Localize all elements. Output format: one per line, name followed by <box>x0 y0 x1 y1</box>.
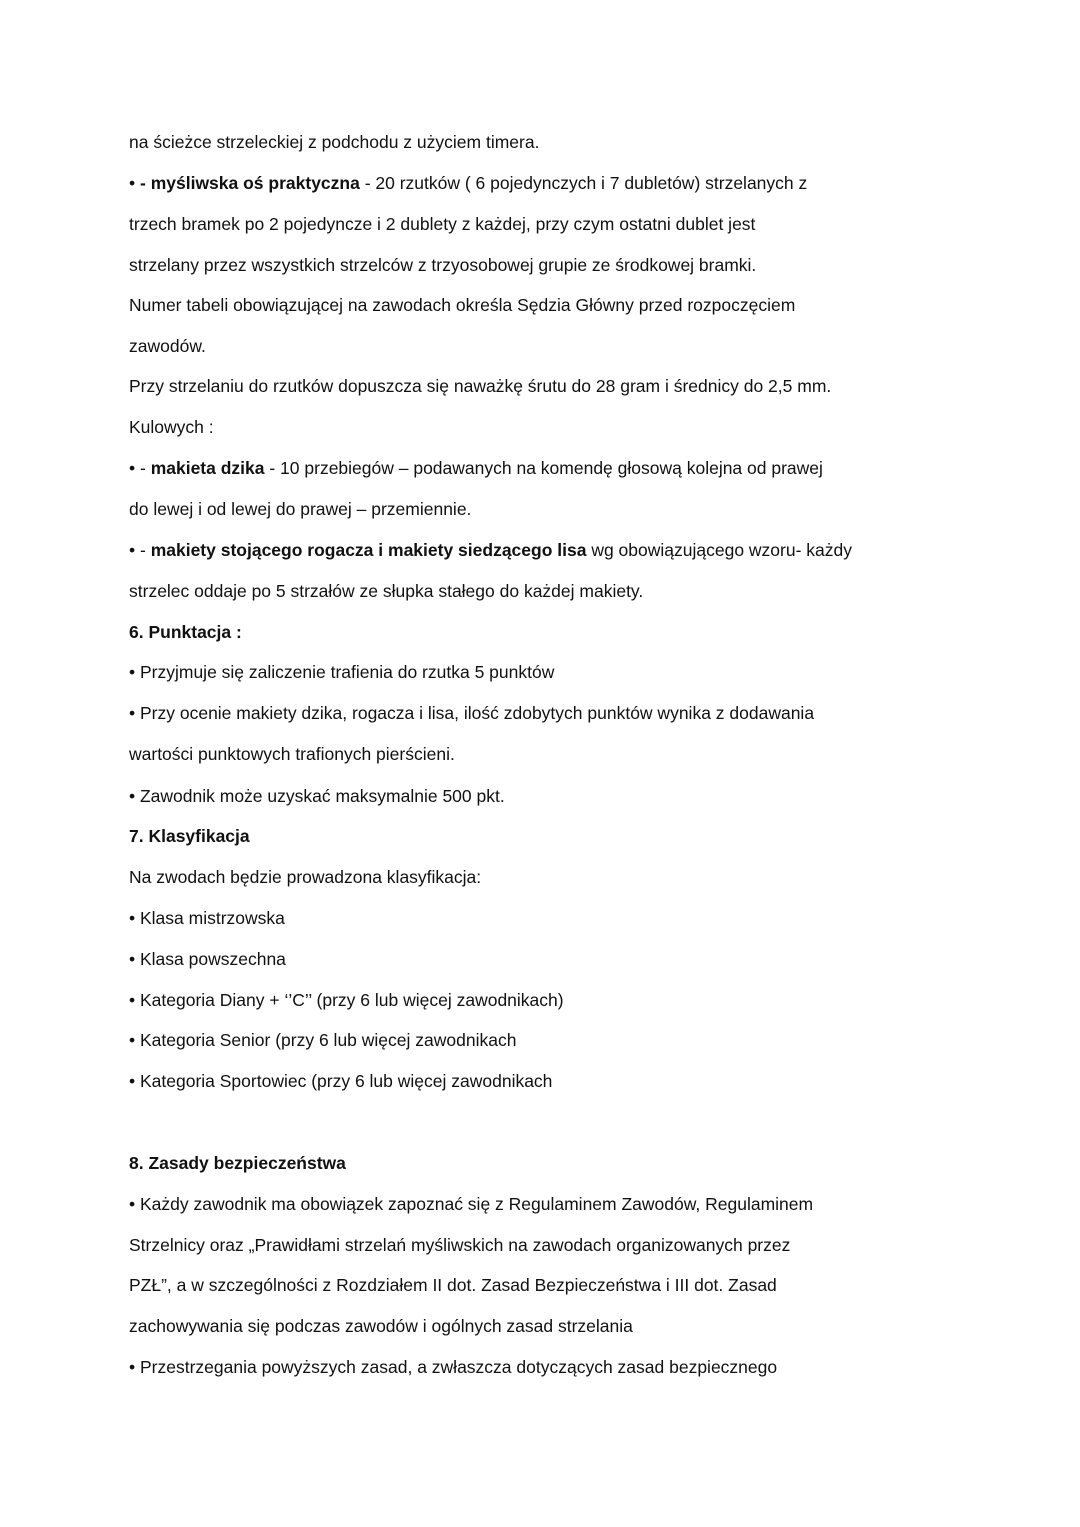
list-item: • Każdy zawodnik ma obowiązek zapoznać się z Regulaminem Zawodów, Regulaminem <box>129 1194 814 1214</box>
list-item-shotgun-axis <box>129 171 1029 195</box>
text-line: wartości punktowych trafionych pierścieni. <box>129 744 455 764</box>
section-heading-classification: 7. Klasyfikacja <box>129 826 250 846</box>
text-line: Kulowych : <box>129 417 214 437</box>
list-item: • Klasa mistrzowska <box>129 908 285 928</box>
list-item: • Kategoria Sportowiec (przy 6 lub więcej zawodnikach <box>129 1071 553 1091</box>
list-item: • Kategoria Diany + ‘’C’’ (przy 6 lub więcej zawodnikach) <box>129 990 564 1010</box>
item-term: makiety stojącego rogacza i makiety siedzącego lisa <box>150 540 587 560</box>
item-term: - myśliwska oś praktyczna <box>140 173 360 193</box>
item-term: makieta dzika <box>150 458 265 478</box>
text-line: Przy strzelaniu do rzutków dopuszcza się naważkę śrutu do 28 gram i średnicy do 2,5 mm. <box>129 376 832 396</box>
text-line: do lewej i od lewej do prawej – przemiennie. <box>129 499 472 519</box>
text-line: zawodów. <box>129 336 206 356</box>
text-line: na ścieżce strzeleckiej z podchodu z użyciem timera. <box>129 132 540 152</box>
text-line: trzech bramek po 2 pojedyncze i 2 dublety z każdej, przy czym ostatni dublet jest <box>129 214 756 234</box>
list-item: • Kategoria Senior (przy 6 lub więcej zawodnikach <box>129 1030 517 1050</box>
item-text: - 20 rzutków ( 6 pojedynczych i 7 dubletów) strzelanych z <box>359 173 808 193</box>
text-line: Strzelnicy oraz „Prawidłami strzelań myśliwskich na zawodach organizowanych przez <box>129 1235 791 1255</box>
bullet: • - <box>129 458 151 478</box>
text-line: Na zwodach będzie prowadzona klasyfikacja: <box>129 867 482 887</box>
bullet: • - <box>129 540 151 560</box>
list-item: • Klasa powszechna <box>129 949 286 969</box>
text-line: zachowywania się podczas zawodów i ogólnych zasad strzelania <box>129 1316 633 1336</box>
bullet: • <box>129 173 140 193</box>
list-item-deer-fox-targets <box>129 538 1029 562</box>
text-line: Numer tabeli obowiązującej na zawodach określa Sędzia Główny przed rozpoczęciem <box>129 295 796 315</box>
section-heading-scoring: 6. Punktacja : <box>129 622 242 642</box>
item-text: - 10 przebiegów – podawanych na komendę głosową kolejna od prawej <box>264 458 823 478</box>
list-item-boar-target <box>129 456 1029 480</box>
section-heading-safety: 8. Zasady bezpieczeństwa <box>129 1153 346 1173</box>
text-line: PZŁ”, a w szczególności z Rozdziałem II dot. Zasad Bezpieczeństwa i III dot. Zasad <box>129 1275 777 1295</box>
list-item: • Przyjmuje się zaliczenie trafienia do rzutka 5 punktów <box>129 662 555 682</box>
text-line: strzelec oddaje po 5 strzałów ze słupka stałego do każdej makiety. <box>129 581 644 601</box>
list-item: • Zawodnik może uzyskać maksymalnie 500 pkt. <box>129 786 505 806</box>
text-line: strzelany przez wszystkich strzelców z trzyosobowej grupie ze środkowej bramki. <box>129 255 757 275</box>
list-item: • Przy ocenie makiety dzika, rogacza i lisa, ilość zdobytych punktów wynika z dodawania <box>129 703 815 723</box>
list-item: • Przestrzegania powyższych zasad, a zwłaszcza dotyczących zasad bezpiecznego <box>129 1357 778 1377</box>
item-text: wg obowiązującego wzoru- każdy <box>586 540 853 560</box>
